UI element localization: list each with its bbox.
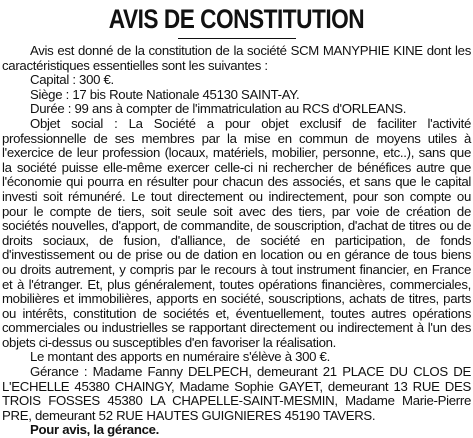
notice-title: AVIS DE CONSTITUTION	[108, 4, 365, 34]
registered-office-line: Siège : 17 bis Route Nationale 45130 SAINT-AY.	[30, 86, 300, 102]
duration-line: Durée : 99 ans à compter de l'immatriculation au RCS d'ORLEANS.	[30, 101, 407, 117]
closing-signature: Pour avis, la gérance.	[30, 422, 160, 438]
management-paragraph: Gérance : Madame Fanny DELPECH, demeurant 21 PLACE DU CLOS DE L'ECHELLE 45380 CHAINGY, Madame Sophie GAYET, demeurant 13 RUE DES TROIS FOSSES 45380 LA CHAPELLE-SAINT-MESMIN, Madame Marie-Pierre PRE, demeurant 52 RUE HAUTES GUIGNIERES 45190 TAVERS.	[2, 364, 471, 423]
intro-paragraph: Avis est donné de la constitution de la société SCM MANYPHIE KINE dont les caractéristiques essentielles sont les suivantes :	[2, 43, 471, 73]
notice-body	[2, 44, 471, 438]
capital-line: Capital : 300 €.	[30, 72, 114, 88]
corporate-purpose-paragraph: Objet social : La Société a pour objet exclusif de faciliter l'activité professionnelle de ses membres par la mise en commun de moyens utiles à l'exercice de leur profession (locaux, matériels, mobilier, personne, etc..), sans que la société puisse elle-même exercer celle-ci ni rechercher de bénéfices autre que l'économie qui pourra en résulter pour chacun des associés, et sans que le capital investi soit rémunéré. Le tout directement ou indirectement, pour son compte ou pour le compte de tiers, soit seule soit avec des tiers, par voie de création de sociétés nouvelles, d'apport, de commandite, de souscription, d'achat de titres ou de droits sociaux, de fusion, d'alliance, de société en participation, de fonds d'investissement ou de prise ou de dation en location ou en gérance de tous biens ou droits autrement, y compris par le recours à tout instrument financier, en France et à l'étranger. Et, plus généralement, toutes opérations financières, commerciales, mobilières et immobilières, apports en société, souscriptions, achats de titres, parts ou intérêts, constitution de sociétés et, éventuellement, toutes autres opérations commerciales ou industrielles se rapportant directement ou indirectement à l'un des objets ci-dessus ou susceptibles d'en favoriser la réalisation.	[2, 115, 471, 350]
cash-contributions-line: Le montant des apports en numéraire s'élève à 300 €.	[30, 349, 330, 365]
legal-notice	[2, 0, 471, 438]
title-underline	[178, 38, 296, 39]
